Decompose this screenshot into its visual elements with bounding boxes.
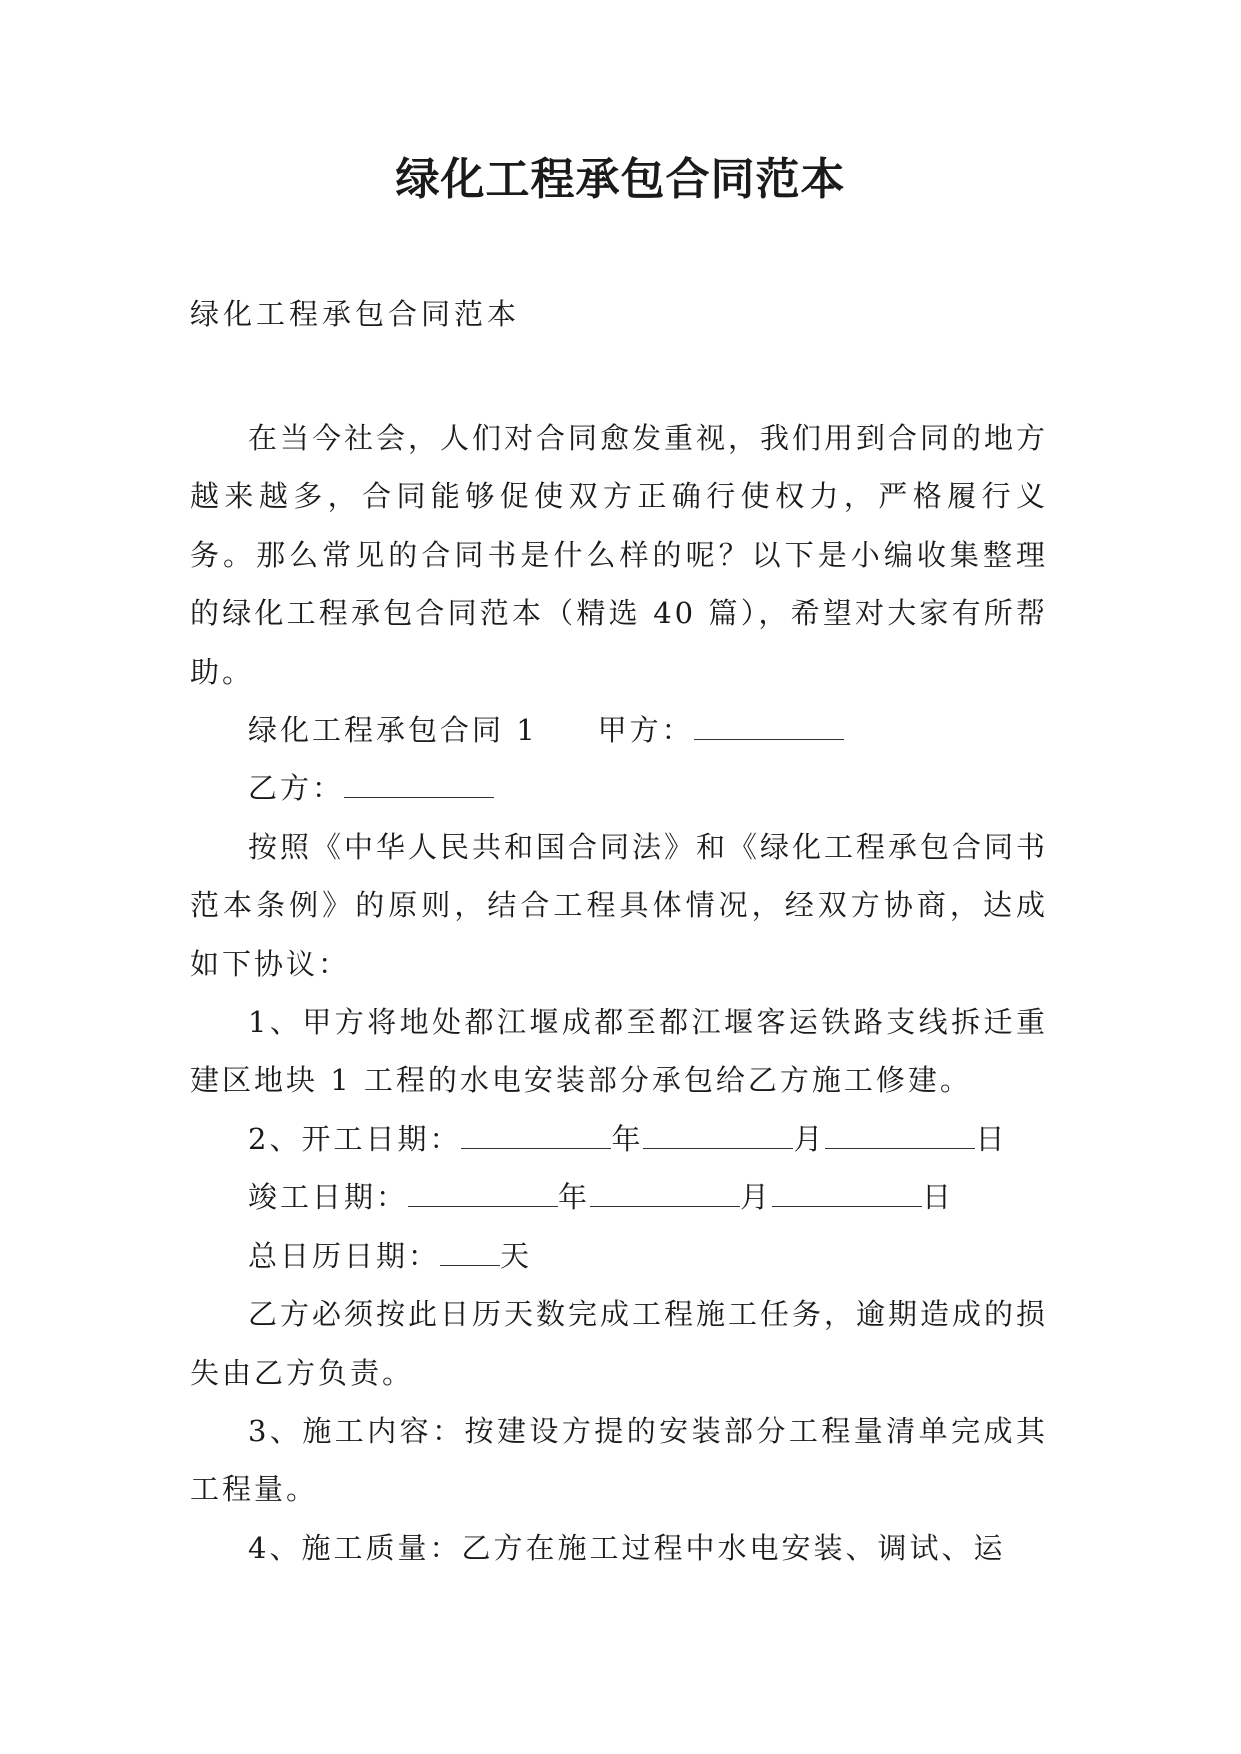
party-a-label: 甲方： [597, 713, 694, 748]
clause-1: 1、甲方将地处都江堰成都至都江堰客运铁路支线拆迁重建区地块 1 工程的水电安装部分承包给乙方施工修建。 [190, 1005, 1048, 1098]
completion-day-label: 日 [922, 1180, 955, 1215]
start-date-label: 2、开工日期： [248, 1121, 462, 1156]
clause-3: 3、施工内容：按建设方提的安装部分工程量清单完成其工程量。 [190, 1413, 1048, 1507]
completion-month-blank [590, 1176, 740, 1207]
start-year-label: 年 [611, 1121, 644, 1156]
completion-year-blank [408, 1176, 558, 1207]
party-a-blank [694, 709, 844, 740]
completion-date-line [190, 1168, 1048, 1226]
start-date-line [190, 1110, 1048, 1168]
completion-year-label: 年 [558, 1180, 591, 1215]
start-year-blank [461, 1118, 611, 1149]
total-days-line [190, 1227, 1048, 1285]
start-day-label: 日 [975, 1121, 1008, 1156]
start-month-blank [643, 1118, 793, 1149]
party-b-line [190, 759, 1048, 817]
party-b-blank [344, 767, 494, 798]
intro-paragraph: 在当今社会，人们对合同愈发重视，我们用到合同的地方越来越多，合同能够促使双方正确行使权力，严格履行义务。那么常见的合同书是什么样的呢？以下是小编收集整理的绿化工程承包合同范本（精选 40 篇），希望对大家有所帮助。 [190, 421, 1049, 689]
days-unit: 天 [500, 1238, 533, 1273]
completion-month-label: 月 [740, 1180, 773, 1215]
completion-date-label: 竣工日期： [248, 1180, 409, 1215]
start-day-blank [825, 1118, 975, 1149]
contract-heading-line [190, 701, 1048, 759]
document-title: 绿化工程承包合同范本 [395, 154, 846, 205]
clause-2-note: 乙方必须按此日历天数完成工程施工任务，逾期造成的损失由乙方负责。 [190, 1297, 1049, 1390]
start-month-label: 月 [793, 1121, 826, 1156]
contract-heading: 绿化工程承包合同 1 [248, 713, 538, 748]
total-days-blank [440, 1235, 500, 1266]
preamble-paragraph: 按照《中华人民共和国合同法》和《绿化工程承包合同书范本条例》的原则，结合工程具体情况，经双方协商，达成如下协议： [190, 829, 1049, 981]
document-body [190, 409, 1048, 1577]
party-b-label: 乙方： [248, 771, 345, 806]
clause-4: 4、施工质量：乙方在施工过程中水电安装、调试、运 [248, 1530, 1006, 1565]
document-subtitle: 绿化工程承包合同范本 [190, 297, 521, 331]
total-days-label: 总日历日期： [248, 1238, 441, 1273]
completion-day-blank [772, 1176, 922, 1207]
